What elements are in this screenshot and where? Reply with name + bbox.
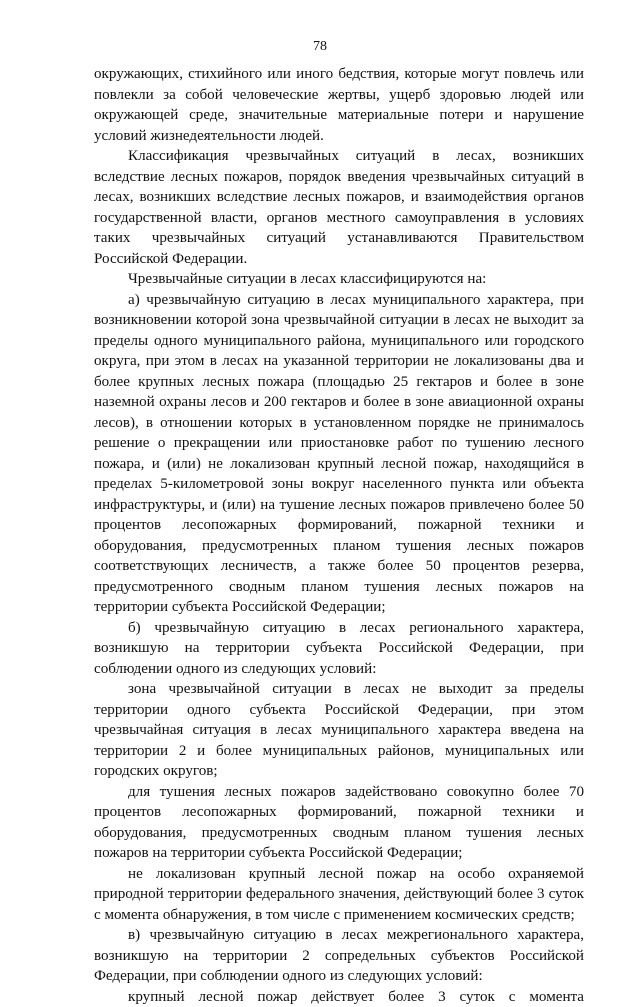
paragraph: Классификация чрезвычайных ситуаций в лесах, возникших вследствие лесных пожаров, порядок введения чрезвычайных ситуаций в лесах, возникших вследствие лесных пожаров, и взаимодействия органов государственной власти, органов местного самоуправления в условиях таких чрезвычайных ситуаций устанавливаются Правительством Российской Федерации. xyxy=(94,146,584,269)
paragraph: окружающих, стихийного или иного бедствия, которые могут повлечь или повлекли за собой человеческие жертвы, ущерб здоровью людей или окружающей среде, значительные материальные потери и нарушение условий жизнедеятельности людей. xyxy=(94,64,584,146)
paragraph: в) чрезвычайную ситуацию в лесах межрегионального характера, возникшую на территории 2 сопредельных субъектов Российской Федерации, при соблюдении одного из следующих условий: xyxy=(94,925,584,987)
paragraph: не локализован крупный лесной пожар на особо охраняемой природной территории федерального значения, действующий более 3 суток с момента обнаружения, в том числе с применением космических средств; xyxy=(94,864,584,926)
document-body xyxy=(94,64,584,1007)
paragraph: для тушения лесных пожаров задействовано совокупно более 70 процентов лесопожарных формирований, пожарной техники и оборудования, предусмотренных сводным планом тушения лесных пожаров на территории субъекта Российской Федерации; xyxy=(94,782,584,864)
paragraph: а) чрезвычайную ситуацию в лесах муниципального характера, при возникновении которой зона чрезвычайной ситуации в лесах не выходит за пределы одного муниципального района, муниципального или городского округа, при этом в лесах на указанной территории не локализованы два и более крупных лесных пожара (площадью 25 гектаров и более в зоне наземной охраны лесов и 200 гектаров и более в зоне авиационной охраны лесов), в отношении которых в установленном порядке не принималось решение о прекращении или приостановке работ по тушению лесного пожара, и (или) не локализован крупный лесной пожар, находящийся в пределах 5-километровой зоны вокруг населенного пункта или объекта инфраструктуры, и (или) на тушение лесных пожаров привлечено более 50 процентов лесопожарных формирований, пожарной техники и оборудования, предусмотренных планом тушения лесных пожаров соответствующих лесничеств, а также более 50 процентов резерва, предусмотренного сводным планом тушения лесных пожаров на территории субъекта Российской Федерации; xyxy=(94,290,584,618)
paragraph: б) чрезвычайную ситуацию в лесах регионального характера, возникшую на территории субъекта Российской Федерации, при соблюдении одного из следующих условий: xyxy=(94,618,584,680)
paragraph: крупный лесной пожар действует более 3 суток с момента xyxy=(94,987,584,1007)
page-number: 78 xyxy=(0,39,640,55)
paragraph: Чрезвычайные ситуации в лесах классифицируются на: xyxy=(94,269,584,290)
paragraph: зона чрезвычайной ситуации в лесах не выходит за пределы территории одного субъекта Российской Федерации, при этом чрезвычайная ситуация в лесах муниципального характера введена на территории 2 и более муниципальных районов, муниципальных или городских округов; xyxy=(94,679,584,782)
